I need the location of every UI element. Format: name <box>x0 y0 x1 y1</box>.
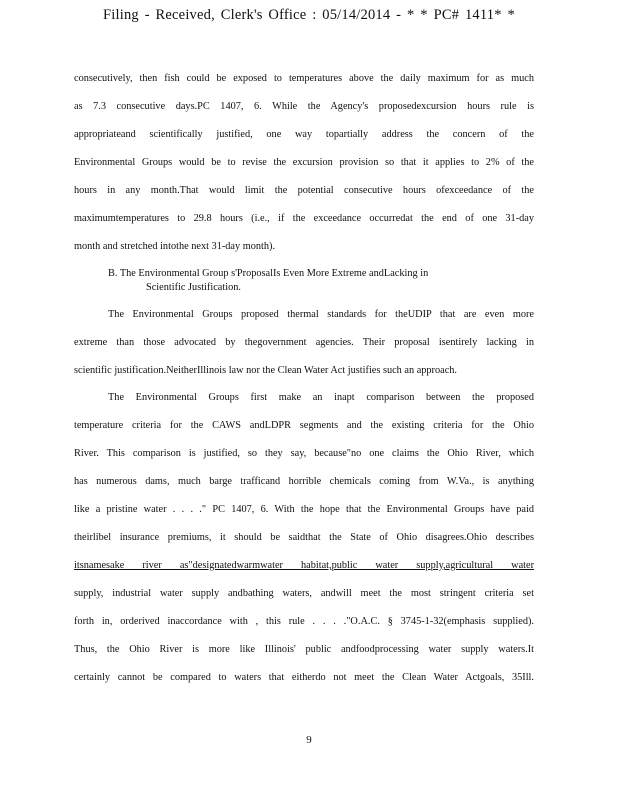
page-number: 9 <box>306 734 312 746</box>
text-line: River. This comparison is justified, so they say, because"no one claims the Ohio River, which <box>74 448 534 459</box>
section-heading-continued: Scientific Justification. <box>146 282 241 293</box>
filing-header: Filing - Received, Clerk's Office : 05/14/2014 - * * PC# 1411* * <box>103 7 515 23</box>
text-line: appropriateand scientifically justified, one way topartially address the concern of the <box>74 129 534 140</box>
text-line: forth in, orderived inaccordance with , this rule . . . ."O.A.C. § 3745-1-32(emphasis supplied). <box>74 616 534 627</box>
text-line: supply, industrial water supply andbathing waters, andwill meet the most stringent criteria set <box>74 588 534 599</box>
text-line: consecutively, then fish could be exposed to temperatures above the daily maximum for as much <box>74 73 534 84</box>
text-line: month and stretched intothe next 31-day month). <box>74 241 276 252</box>
text-line: maximumtemperatures to 29.8 hours (i.e., if the exceedance occurredat the end of one 31-day <box>74 213 534 224</box>
text-line: The Environmental Groups proposed thermal standards for theUDIP that are even more <box>108 309 534 320</box>
text-line: Thus, the Ohio River is more like Illinois' public andfoodprocessing water supply waters.It <box>74 644 534 655</box>
text-line: extreme than those advocated by thegovernment agencies. Their proposal isentirely lacking in <box>74 337 534 348</box>
text-line: certainly cannot be compared to waters that eitherdo not meet the Clean Water Actgoals, 35Ill. <box>74 672 534 683</box>
text-line: scientific justification.NeitherIllinois law nor the Clean Water Act justifies such an approach. <box>74 365 458 376</box>
text-line: The Environmental Groups first make an inapt comparison between the proposed <box>108 392 534 403</box>
text-line: theirlibel insurance premiums, it should be saidthat the State of Ohio disagrees.Ohio describes <box>74 532 534 543</box>
text-line: has numerous dams, much barge trafficand horrible chemicals coming from W.Va., is anything <box>74 476 534 487</box>
text-line: temperature criteria for the CAWS andLDPR segments and the existing criteria for the Ohio <box>74 420 534 431</box>
text-line: as 7.3 consecutive days.PC 1407, 6. While the Agency's proposedexcursion hours rule is <box>74 101 534 112</box>
section-heading: B. The Environmental Group s'ProposalIs Even More Extreme andLacking in <box>108 268 429 279</box>
text-line: Environmental Groups would be to revise the excursion provision so that it applies to 2% of the <box>74 157 534 168</box>
text-line: like a pristine water . . . ." PC 1407, 6. With the hope that the Environmental Groups have paid <box>74 504 534 515</box>
text-line-underlined: itsnamesake river as"designatedwarmwater habitat,public water supply,agricultural water <box>74 560 534 571</box>
text-line: hours in any month.That would limit the potential consecutive hours ofexceedance of the <box>74 185 534 196</box>
